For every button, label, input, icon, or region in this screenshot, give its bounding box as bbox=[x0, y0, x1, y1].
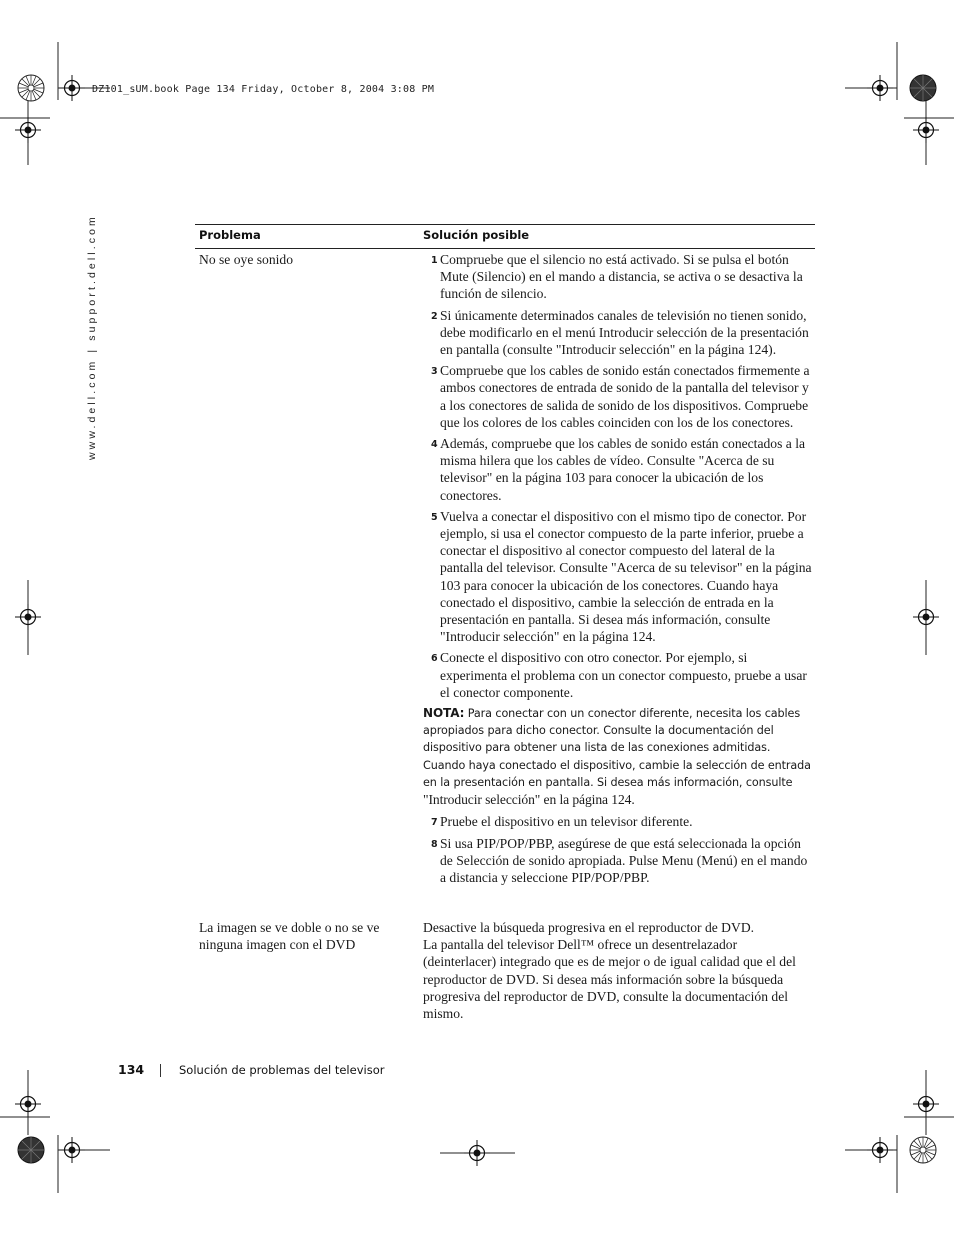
col-header-solution: Solución posible bbox=[423, 228, 530, 242]
step-text: Pruebe el dispositivo en un televisor diferente. bbox=[440, 814, 693, 830]
solution-line-2: La pantalla del televisor Dell™ ofrece un desentrelazador (deinterlacer) integrado que es de mejor o de igual calidad que el del reproductor de DVD. Si desea más información sobre la búsqueda progresiva del reproductor de DVD, consulte la documentación del mismo. bbox=[423, 937, 796, 1022]
step-text: Si únicamente determinados canales de televisión no tienen sonido, debe modificarlo en el menú Introducir selección de la presentación en pantalla (consulte "Introducir selección" en la página 124). bbox=[440, 307, 809, 358]
step-number: 4 bbox=[431, 439, 438, 451]
step-text: Compruebe que el silencio no está activado. Si se pulsa el botón Mute (Silencio) en el mando a distancia, se activa o se desactiva la función de silencio. bbox=[440, 252, 803, 302]
step-text: Vuelva a conectar el dispositivo con el mismo tipo de conector. Por ejemplo, si usa el conector compuesto de la parte inferior, pruebe a conectar el dispositivo al conector compuesto del lateral de la pantalla del televisor. Consulte "Acerca de su televisor" en la página 103 para conocer la ubicación de los conectores. Cuando haya conectado el dispositivo, cambie la selección de entrada en la presentación en pantalla. Si desea más información, consulte "Introducir selección" en la página 124. bbox=[440, 508, 812, 645]
list-item bbox=[423, 251, 815, 303]
list-item bbox=[423, 649, 815, 701]
problem-dvd-image: La imagen se ve doble o no se ve ninguna imagen con el DVD bbox=[199, 920, 380, 953]
list-item bbox=[423, 307, 815, 359]
table-header-rule bbox=[195, 248, 815, 249]
step-number: 2 bbox=[431, 310, 438, 322]
list-item bbox=[423, 435, 815, 504]
solution-dvd-image bbox=[423, 919, 801, 1022]
step-number: 8 bbox=[431, 838, 438, 850]
side-url: www.dell.com | support.dell.com bbox=[86, 214, 98, 460]
list-item bbox=[423, 508, 815, 646]
step-number: 1 bbox=[431, 255, 438, 266]
solution-no-sound bbox=[423, 251, 815, 890]
problem-no-sound: No se oye sonido bbox=[199, 252, 294, 267]
step-number: 7 bbox=[431, 817, 438, 829]
note-text: Para conectar con un conector diferente, necesita los cables apropiados para dicho conector. Consulte la documentación del dispositivo para obtener una lista de las conexiones admitidas. Cuando haya conectado el dispositivo, cambie la selección de entrada en la presentación en pantalla. Si desea más información, consulte bbox=[423, 707, 811, 789]
col-header-problem: Problema bbox=[199, 228, 261, 242]
step-number: 3 bbox=[431, 366, 438, 378]
solution-line-1: Desactive la búsqueda progresiva en el reproductor de DVD. bbox=[423, 920, 755, 935]
note-label: NOTA: bbox=[423, 706, 465, 721]
step-text: Conecte el dispositivo con otro conector. Por ejemplo, si experimenta el problema con un conector compuesto, pruebe a usar el conector componente. bbox=[440, 650, 807, 700]
table-top-rule bbox=[195, 224, 815, 225]
note-block bbox=[423, 705, 815, 809]
step-text: Compruebe que los cables de sonido están conectados firmemente a ambos conectores de entrada de sonido de la pantalla del televisor y a los conectores de salida de sonido de los dispositivos. Compruebe que los colores de los cables coinciden con los de los conectores. bbox=[440, 363, 810, 430]
step-text: Además, compruebe que los cables de sonido están conectados a la misma hilera que los cables de vídeo. Consulte "Acerca de su televisor" en la página 103 para conocer la ubicación de los conectores. bbox=[440, 436, 806, 503]
list-item bbox=[423, 813, 815, 830]
step-number: 5 bbox=[431, 511, 438, 523]
page-number: 134 bbox=[118, 1062, 145, 1077]
step-text: Si usa PIP/POP/PBP, asegúrese de que está seleccionada la opción de Selección de sonido apropiada. Pulse Menu (Menú) en el mando a distancia y seleccione PIP/POP/PBP. bbox=[440, 835, 808, 885]
note-tail: "Introducir selección" en la página 124. bbox=[423, 792, 635, 808]
list-item bbox=[423, 835, 815, 887]
footer-divider bbox=[160, 1064, 161, 1077]
step-number: 6 bbox=[431, 653, 438, 665]
footer-section-title: Solución de problemas del televisor bbox=[179, 1063, 385, 1077]
list-item bbox=[423, 362, 815, 431]
print-header: DZ101_sUM.book Page 134 Friday, October 8, 2004 3:08 PM bbox=[92, 84, 435, 95]
